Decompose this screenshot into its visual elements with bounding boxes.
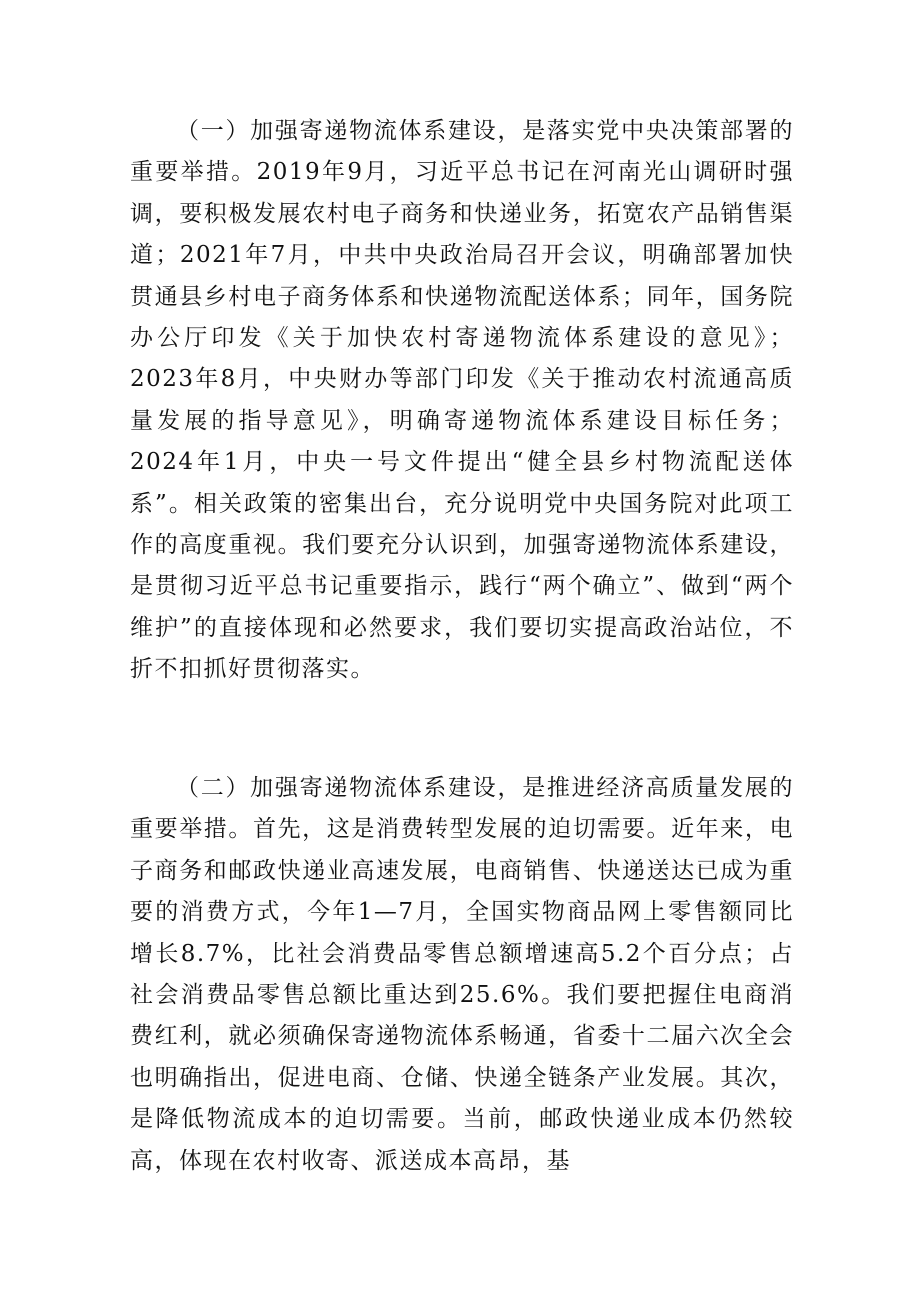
paragraph-policy-deployment: （一）加强寄递物流体系建设，是落实党中央决策部署的重要举措。2019年9月，习近平总书记在河南光山调研时强调，要积极发展农村电子商务和快递业务，拓宽农产品销售渠道；2021年7月，中共中央政治局召开会议，明确部署加快贯通县乡村电子商务体系和快递物流配送体系；同年，国务院办公厅印发《关于加快农村寄递物流体系建设的意见》；2023年8月，中央财办等部门印发《关于推动农村流通高质量发展的指导意见》，明确寄递物流体系建设目标任务；2024年1月，中央一号文件提出“健全县乡村物流配送体系”。相关政策的密集出台，充分说明党中央国务院对此项工作的高度重视。我们要充分认识到，加强寄递物流体系建设，是贯彻习近平总书记重要指示，践行“两个确立”、做到“两个维护”的直接体现和必然要求，我们要切实提高政治站位，不折不扣抓好贯彻落实。 (130, 118, 794, 683)
paragraph-economic-development: （二）加强寄递物流体系建设，是推进经济高质量发展的重要举措。首先，这是消费转型发展的迫切需要。近年来，电子商务和邮政快递业高速发展，电商销售、快递送达已成为重要的消费方式，今年1—7月，全国实物商品网上零售额同比增长8.7%，比社会消费品零售总额增速高5.2个百分点；占社会消费品零售总额比重达到25.6%。我们要把握住电商消费红利，就必须确保寄递物流体系畅通，省委十二届六次全会也明确指出，促进电商、仓储、快递全链条产业发展。其次，是降低物流成本的迫切需要。当前，邮政快递业成本仍然较高，体现在农村收寄、派送成本高昂，基 (130, 775, 794, 1174)
